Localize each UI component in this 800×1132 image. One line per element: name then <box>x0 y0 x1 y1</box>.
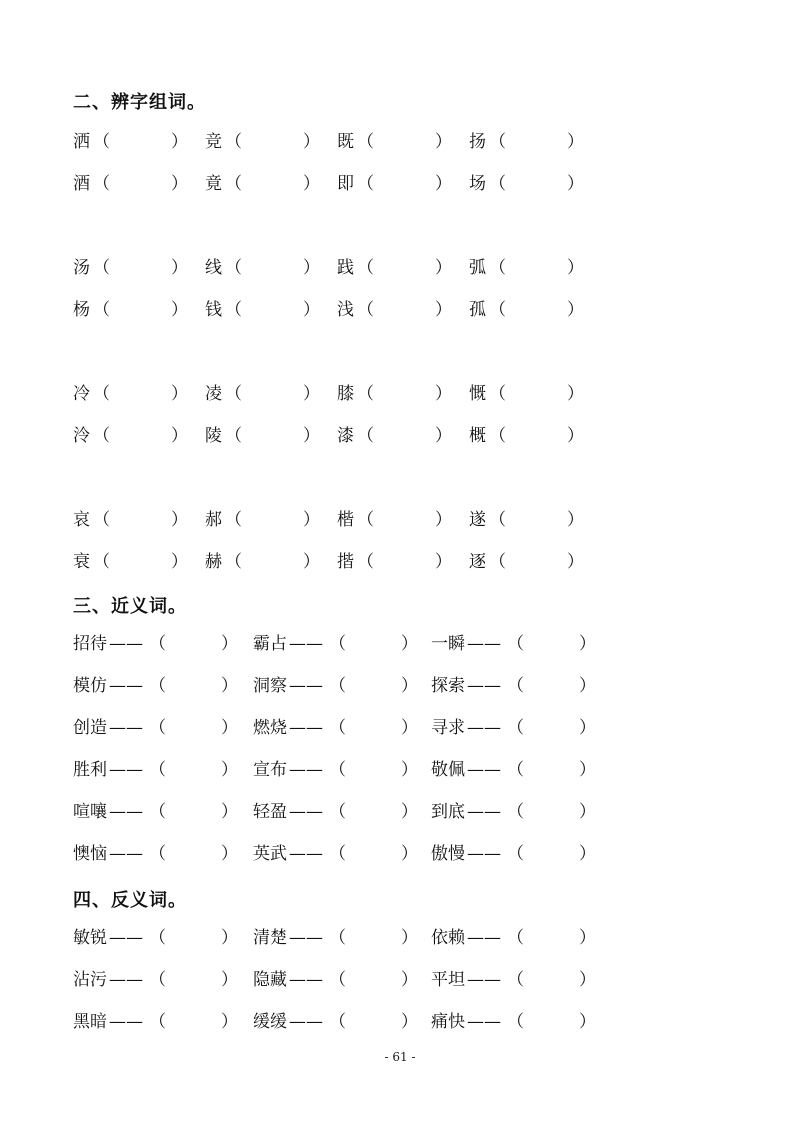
close-paren: ） <box>579 718 596 738</box>
dash: —— <box>109 970 143 990</box>
close-paren: ） <box>567 132 584 152</box>
close-paren: ） <box>567 510 584 530</box>
character: 衰 <box>73 552 90 572</box>
open-paren: （ <box>507 970 524 990</box>
close-paren: ） <box>567 300 584 320</box>
close-paren: ） <box>401 718 418 738</box>
character: 洒 <box>73 132 90 152</box>
word: 敏锐 <box>73 928 107 948</box>
open-paren: （ <box>93 300 110 320</box>
word: 胜利 <box>73 760 107 780</box>
character: 冷 <box>73 384 90 404</box>
open-paren: （ <box>329 634 346 654</box>
open-paren: （ <box>489 258 506 278</box>
character: 哀 <box>73 510 90 530</box>
open-paren: （ <box>357 384 374 404</box>
word: 洞察 <box>253 676 287 696</box>
character: 场 <box>469 174 486 194</box>
close-paren: ） <box>303 552 320 572</box>
dash: —— <box>289 760 323 780</box>
dash: —— <box>467 1012 501 1032</box>
dash: —— <box>467 718 501 738</box>
word: 缓缓 <box>253 1012 287 1032</box>
close-paren: ） <box>401 760 418 780</box>
close-paren: ） <box>171 384 188 404</box>
dash: —— <box>289 1012 323 1032</box>
character: 揩 <box>337 552 354 572</box>
open-paren: （ <box>225 258 242 278</box>
close-paren: ） <box>401 1012 418 1032</box>
close-paren: ） <box>171 426 188 446</box>
close-paren: ） <box>221 634 238 654</box>
open-paren: （ <box>225 426 242 446</box>
open-paren: （ <box>507 718 524 738</box>
open-paren: （ <box>357 552 374 572</box>
character: 遂 <box>469 510 486 530</box>
word: 到底 <box>431 802 465 822</box>
dash: —— <box>467 802 501 822</box>
close-paren: ） <box>221 760 238 780</box>
open-paren: （ <box>93 426 110 446</box>
close-paren: ） <box>401 970 418 990</box>
close-paren: ） <box>221 1012 238 1032</box>
open-paren: （ <box>149 676 166 696</box>
close-paren: ） <box>567 258 584 278</box>
open-paren: （ <box>149 718 166 738</box>
close-paren: ） <box>579 844 596 864</box>
dash: —— <box>109 844 143 864</box>
open-paren: （ <box>149 802 166 822</box>
open-paren: （ <box>93 132 110 152</box>
close-paren: ） <box>435 132 452 152</box>
word: 黑暗 <box>73 1012 107 1032</box>
close-paren: ） <box>567 426 584 446</box>
word: 清楚 <box>253 928 287 948</box>
character: 竞 <box>205 132 222 152</box>
word: 寻求 <box>431 718 465 738</box>
close-paren: ） <box>579 970 596 990</box>
close-paren: ） <box>435 510 452 530</box>
open-paren: （ <box>489 300 506 320</box>
close-paren: ） <box>401 634 418 654</box>
word: 喧嚷 <box>73 802 107 822</box>
open-paren: （ <box>225 174 242 194</box>
open-paren: （ <box>489 510 506 530</box>
word: 探索 <box>431 676 465 696</box>
word: 傲慢 <box>431 844 465 864</box>
word: 模仿 <box>73 676 107 696</box>
dash: —— <box>467 634 501 654</box>
character: 竟 <box>205 174 222 194</box>
character: 汤 <box>73 258 90 278</box>
close-paren: ） <box>401 802 418 822</box>
dash: —— <box>109 1012 143 1032</box>
open-paren: （ <box>489 384 506 404</box>
open-paren: （ <box>329 844 346 864</box>
open-paren: （ <box>329 928 346 948</box>
open-paren: （ <box>357 258 374 278</box>
dash: —— <box>467 844 501 864</box>
character: 酒 <box>73 174 90 194</box>
word: 招待 <box>73 634 107 654</box>
word: 霸占 <box>253 634 287 654</box>
open-paren: （ <box>329 970 346 990</box>
character: 扬 <box>469 132 486 152</box>
word: 燃烧 <box>253 718 287 738</box>
open-paren: （ <box>149 844 166 864</box>
open-paren: （ <box>225 300 242 320</box>
close-paren: ） <box>579 634 596 654</box>
close-paren: ） <box>567 174 584 194</box>
dash: —— <box>289 802 323 822</box>
word: 依赖 <box>431 928 465 948</box>
close-paren: ） <box>221 928 238 948</box>
dash: —— <box>289 928 323 948</box>
open-paren: （ <box>357 426 374 446</box>
dash: —— <box>289 718 323 738</box>
close-paren: ） <box>567 384 584 404</box>
word: 一瞬 <box>431 634 465 654</box>
open-paren: （ <box>225 510 242 530</box>
close-paren: ） <box>221 844 238 864</box>
dash: —— <box>467 676 501 696</box>
open-paren: （ <box>93 174 110 194</box>
word: 宣布 <box>253 760 287 780</box>
page-number: - 61 - <box>384 1050 416 1064</box>
close-paren: ） <box>303 258 320 278</box>
character: 即 <box>337 174 354 194</box>
open-paren: （ <box>329 760 346 780</box>
character: 漆 <box>337 426 354 446</box>
open-paren: （ <box>225 384 242 404</box>
close-paren: ） <box>567 552 584 572</box>
open-paren: （ <box>357 174 374 194</box>
close-paren: ） <box>435 174 452 194</box>
dash: —— <box>467 928 501 948</box>
close-paren: ） <box>579 928 596 948</box>
character: 杨 <box>73 300 90 320</box>
close-paren: ） <box>221 718 238 738</box>
character: 逐 <box>469 552 486 572</box>
close-paren: ） <box>171 510 188 530</box>
open-paren: （ <box>93 552 110 572</box>
dash: —— <box>289 970 323 990</box>
dash: —— <box>109 718 143 738</box>
close-paren: ） <box>435 258 452 278</box>
close-paren: ） <box>171 300 188 320</box>
open-paren: （ <box>357 510 374 530</box>
dash: —— <box>109 802 143 822</box>
close-paren: ） <box>303 426 320 446</box>
open-paren: （ <box>507 1012 524 1032</box>
open-paren: （ <box>357 132 374 152</box>
open-paren: （ <box>489 132 506 152</box>
word: 英武 <box>253 844 287 864</box>
dash: —— <box>109 928 143 948</box>
word: 痛快 <box>431 1012 465 1032</box>
close-paren: ） <box>401 844 418 864</box>
open-paren: （ <box>507 844 524 864</box>
close-paren: ） <box>221 676 238 696</box>
dash: —— <box>109 676 143 696</box>
section-2-title: 二、辨字组词。 <box>73 92 206 113</box>
close-paren: ） <box>579 1012 596 1032</box>
close-paren: ） <box>303 132 320 152</box>
open-paren: （ <box>149 634 166 654</box>
open-paren: （ <box>489 552 506 572</box>
section-4-title: 四、反义词。 <box>73 890 187 911</box>
character: 陵 <box>205 426 222 446</box>
open-paren: （ <box>225 132 242 152</box>
close-paren: ） <box>171 132 188 152</box>
close-paren: ） <box>435 426 452 446</box>
open-paren: （ <box>357 300 374 320</box>
open-paren: （ <box>329 802 346 822</box>
word: 敬佩 <box>431 760 465 780</box>
close-paren: ） <box>303 174 320 194</box>
dash: —— <box>109 760 143 780</box>
open-paren: （ <box>149 928 166 948</box>
close-paren: ） <box>435 384 452 404</box>
open-paren: （ <box>329 718 346 738</box>
close-paren: ） <box>401 928 418 948</box>
character: 浅 <box>337 300 354 320</box>
word: 创造 <box>73 718 107 738</box>
open-paren: （ <box>149 970 166 990</box>
open-paren: （ <box>507 802 524 822</box>
character: 赫 <box>205 552 222 572</box>
open-paren: （ <box>507 634 524 654</box>
character: 郝 <box>205 510 222 530</box>
character: 凌 <box>205 384 222 404</box>
close-paren: ） <box>579 676 596 696</box>
open-paren: （ <box>93 384 110 404</box>
dash: —— <box>467 970 501 990</box>
close-paren: ） <box>221 970 238 990</box>
open-paren: （ <box>329 1012 346 1032</box>
open-paren: （ <box>489 174 506 194</box>
close-paren: ） <box>171 258 188 278</box>
word: 隐藏 <box>253 970 287 990</box>
character: 膝 <box>337 384 354 404</box>
open-paren: （ <box>93 510 110 530</box>
character: 泠 <box>73 426 90 446</box>
close-paren: ） <box>221 802 238 822</box>
character: 概 <box>469 426 486 446</box>
character: 钱 <box>205 300 222 320</box>
character: 楷 <box>337 510 354 530</box>
close-paren: ） <box>579 760 596 780</box>
dash: —— <box>109 634 143 654</box>
section-3-title: 三、近义词。 <box>73 596 187 617</box>
dash: —— <box>289 634 323 654</box>
word: 轻盈 <box>253 802 287 822</box>
character: 弧 <box>469 258 486 278</box>
dash: —— <box>467 760 501 780</box>
close-paren: ） <box>303 384 320 404</box>
close-paren: ） <box>401 676 418 696</box>
open-paren: （ <box>507 928 524 948</box>
close-paren: ） <box>303 510 320 530</box>
character: 既 <box>337 132 354 152</box>
close-paren: ） <box>303 300 320 320</box>
open-paren: （ <box>149 1012 166 1032</box>
open-paren: （ <box>489 426 506 446</box>
character: 慨 <box>469 384 486 404</box>
open-paren: （ <box>507 676 524 696</box>
open-paren: （ <box>507 760 524 780</box>
character: 线 <box>205 258 222 278</box>
open-paren: （ <box>329 676 346 696</box>
word: 平坦 <box>431 970 465 990</box>
open-paren: （ <box>149 760 166 780</box>
dash: —— <box>289 676 323 696</box>
close-paren: ） <box>435 552 452 572</box>
dash: —— <box>289 844 323 864</box>
close-paren: ） <box>435 300 452 320</box>
character: 践 <box>337 258 354 278</box>
open-paren: （ <box>225 552 242 572</box>
close-paren: ） <box>579 802 596 822</box>
word: 懊恼 <box>73 844 107 864</box>
close-paren: ） <box>171 174 188 194</box>
word: 沾污 <box>73 970 107 990</box>
close-paren: ） <box>171 552 188 572</box>
character: 孤 <box>469 300 486 320</box>
open-paren: （ <box>93 258 110 278</box>
